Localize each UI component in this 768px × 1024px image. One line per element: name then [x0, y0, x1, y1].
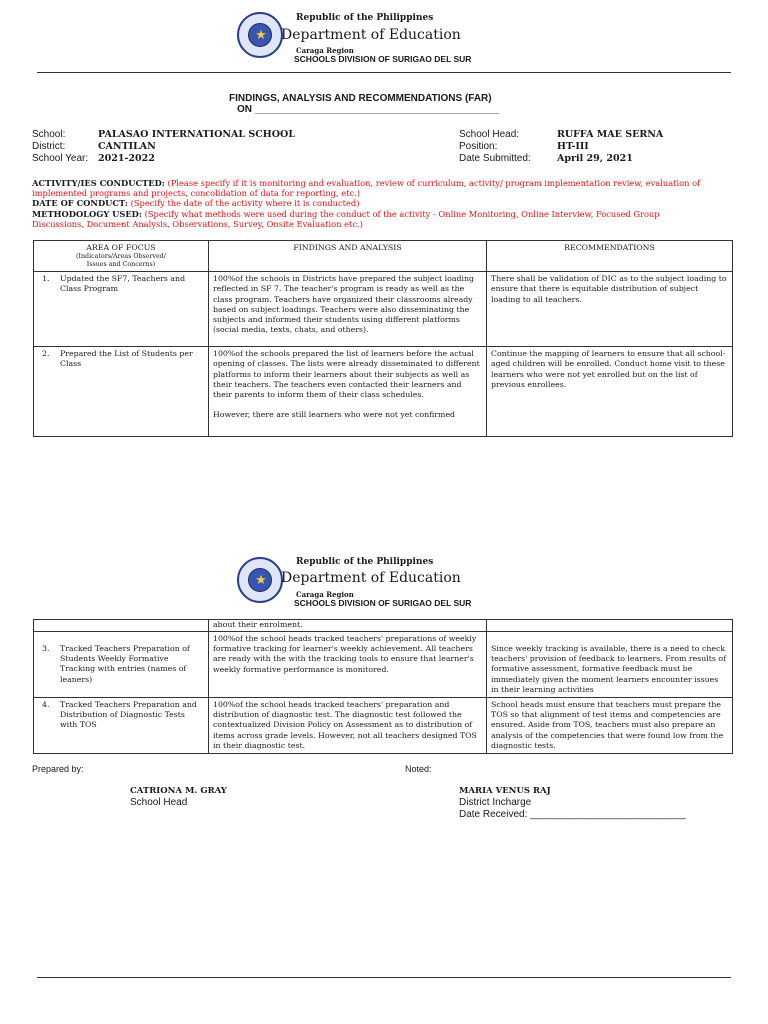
recommendations-cell: Since weekly tracking is available, there is a need to check teachers' provision of feedback to learners. From results of formative assessment, formative feedback must be immediately given the moment learners encounter issues in their learning activities	[487, 632, 733, 698]
header-region: Caraga Region	[296, 46, 354, 55]
area-cell: 2. Prepared the List of Students per Class	[34, 347, 209, 437]
header-region-p2: Caraga Region	[296, 590, 354, 599]
activity-label: ACTIVITY/IES CONDUCTED:	[32, 178, 165, 188]
header-department-p2: Department of Education	[281, 570, 461, 586]
school-head-value: RUFFA MAE SERNA	[557, 129, 664, 140]
district-value: CANTILAN	[98, 141, 156, 152]
date-of-conduct-instruction: (Specify the date of the activity where it is conducted)	[130, 198, 360, 208]
empty-cell	[34, 620, 209, 632]
findings-cell: 100%of the schools prepared the list of learners before the actual opening of classes. The lists were already disseminated to different platforms to inform their learners about their subjects as well as their teachers. The teachers even contacted their learners and their parents to inform them of their class schedules. However, there are still learners who were not yet confirmed	[209, 347, 487, 437]
date-of-conduct-label: DATE OF CONDUCT:	[32, 198, 128, 208]
methodology-label: METHODOLOGY USED:	[32, 209, 142, 219]
position-value: HT-III	[557, 141, 589, 152]
recommendations-cell: Continue the mapping of learners to ensure that all school-aged children will be enrolled. Conduct home visit to these learners who were not yet enrolled but on the list of previous enrollees.	[487, 347, 733, 437]
activity-instruction: (Please specify if it is monitoring and evaluation, review of curriculum, activity/ program implementation review, evaluation of	[167, 178, 701, 188]
area-cell: 3. Tracked Teachers Preparation of Students Weekly Formative Tracking with entries (names of leaners)	[34, 632, 209, 698]
header-area-of-focus: AREA OF FOCUS (Indicators/Areas Observed/ Issues and Concerns)	[34, 241, 209, 272]
deped-seal-icon: ★	[237, 557, 283, 603]
table-row	[34, 632, 733, 698]
footer-rule	[37, 977, 731, 978]
far-table-page2	[33, 619, 733, 754]
table-row	[34, 272, 733, 347]
school-head-label: School Head:	[459, 129, 520, 140]
recommendations-cell: School heads must ensure that teachers must prepare the TOS so that alignment of test items and competencies are ensured. Aside from TOS, teachers must also prepare an analysis of the competencies that were found low from the diagnostic tests.	[487, 698, 733, 754]
noted-label: Noted:	[405, 764, 432, 774]
position-label: Position:	[459, 141, 498, 152]
school-year-label: School Year:	[32, 153, 89, 164]
findings-cell-cont: about their enrolment.	[209, 620, 487, 632]
school-label: School:	[32, 129, 66, 140]
table-row	[34, 698, 733, 754]
recommendations-cell: There shall be validation of DIC as to the subject loading to ensure that there is equitable distribution of subject loading to all teachers.	[487, 272, 733, 347]
header-rule	[37, 72, 731, 73]
noted-title: District Incharge	[459, 797, 532, 808]
date-of-conduct	[32, 198, 732, 209]
methodology-instruction: (Specify what methods were used during the conduct of the activity - Online Monitoring, Online Interview, Focused Group	[144, 209, 660, 219]
empty-cell	[487, 620, 733, 632]
methodology-instruction-cont: Discussions, Document Analysis, Observations, Survey, Onsite Evaluation etc.)	[32, 219, 363, 229]
header-recommendations: RECOMMENDATIONS	[487, 241, 733, 272]
prepared-by-label: Prepared by:	[32, 764, 84, 774]
school-value: PALASAO INTERNATIONAL SCHOOL	[98, 129, 296, 140]
deped-seal-icon: ★	[237, 12, 283, 58]
findings-cell: 100%of the school heads tracked teachers' preparations of weekly formative tracking for learner's weekly achievement. All teachers are ready with the with the tracking tools to ensure that learner's weekly formative performance is monitored.	[209, 632, 487, 698]
area-cell: 4. Tracked Teachers Preparation and Distribution of Diagnostic Tests with TOS	[34, 698, 209, 754]
date-submitted-label: Date Submitted:	[459, 153, 531, 164]
header-findings: FINDINGS AND ANALYSIS	[209, 241, 487, 272]
table-header-row	[34, 241, 733, 272]
header-republic-p2: Republic of the Philippines	[296, 557, 434, 567]
date-submitted-value: April 29, 2021	[557, 153, 633, 164]
date-received: Date Received: ____________________________	[459, 809, 686, 820]
noted-name: MARIA VENUS RAJ	[459, 786, 551, 796]
prepared-name: CATRIONA M. GRAY	[130, 786, 227, 796]
methodology-used-cont	[32, 219, 732, 230]
activity-instruction-cont: implemented programs and projects, concolidation of data for reporting, etc.)	[32, 188, 361, 198]
school-year-value: 2021-2022	[98, 153, 155, 164]
table-row	[34, 347, 733, 437]
page-title: FINDINGS, ANALYSIS AND RECOMMENDATIONS (FAR)	[229, 93, 492, 104]
table-row	[34, 620, 733, 632]
header-division: SCHOOLS DIVISION OF SURIGAO DEL SUR	[294, 54, 472, 64]
findings-cell: 100%of the schools in Districts have prepared the subject loading reflected in SF 7. The teacher's program is ready as well as the class program. Teachers have organized their classrooms already based on subject loadings. Teachers were also disseminating the subjects and informed their students using different platforms (social media, texts, chats, and others).	[209, 272, 487, 347]
header-republic: Republic of the Philippines	[296, 13, 434, 23]
findings-cell: 100%of the school heads tracked teachers' preparation and distribution of diagnostic test. The diagnostic test followed the contextualized Division Policy on Assessment as to distribution of items across grade levels. However, not all teachers designed TOS in their diagnostic test.	[209, 698, 487, 754]
header-division-p2: SCHOOLS DIVISION OF SURIGAO DEL SUR	[294, 598, 472, 608]
district-label: District:	[32, 141, 66, 152]
page-title-on: ON ____________________________________________	[237, 104, 500, 115]
far-table-page1	[33, 240, 733, 437]
header-department: Department of Education	[281, 27, 461, 43]
area-cell: 1. Updated the SF7, Teachers and Class Program	[34, 272, 209, 347]
prepared-title: School Head	[130, 797, 188, 808]
